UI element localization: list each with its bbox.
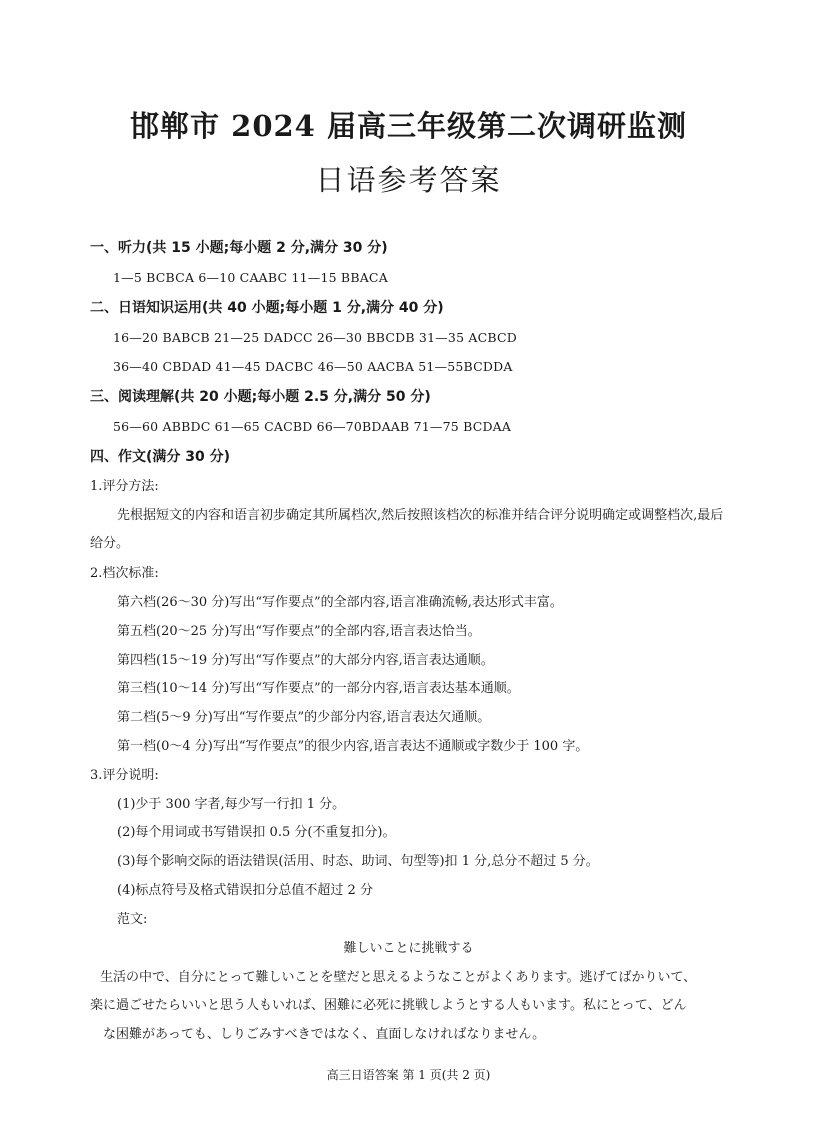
grade-level-4: 第四档(15～19 分)写出“写作要点”的大部分内容,语言表达通顺。 bbox=[117, 653, 494, 668]
section-listening-heading: 一、听力(共 15 小题;每小题 2 分,满分 30 分) bbox=[90, 240, 388, 256]
knowledge-answers-row-1: 16—20 BABCB 21—25 DADCC 26—30 BBCDB 31—35 ACBCD bbox=[113, 330, 518, 345]
scoring-note-2: (2)每个用词或书写错误扣 0.5 分(不重复扣分)。 bbox=[117, 825, 396, 840]
listening-answers: 1—5 BCBCA 6—10 CAABC 11—15 BBACA bbox=[113, 270, 388, 285]
sample-essay-line-3: な困難があっても、しりごみすべきではなく、直面しなければなりません。 bbox=[103, 1027, 546, 1042]
document-title: 邯郸市 2024 届高三年级第二次调研监测 bbox=[130, 109, 687, 143]
scoring-method-text: 先根据短文的内容和语言初步确定其所属档次,然后按照该档次的标准并结合评分说明确定或调整档次,最后给分。 bbox=[90, 508, 724, 551]
grade-level-6: 第六档(26～30 分)写出“写作要点”的全部内容,语言准确流畅,表达形式丰富。 bbox=[117, 595, 563, 610]
grade-level-3: 第三档(10～14 分)写出“写作要点”的一部分内容,语言表达基本通顺。 bbox=[117, 681, 520, 696]
sample-essay-line-1: 生活の中で、自分にとって難しいことを壁だと思えるようなことがよくあります。逃げてばかりいて、 bbox=[100, 970, 697, 985]
section-writing-heading: 四、作文(满分 30 分) bbox=[90, 449, 231, 465]
scoring-note-1: (1)少于 300 字者,每少写一行扣 1 分。 bbox=[117, 797, 346, 812]
grade-level-5: 第五档(20～25 分)写出“写作要点”的全部内容,语言表达恰当。 bbox=[117, 624, 481, 639]
scoring-note-3: (3)每个影响交际的语法错误(活用、时态、助词、句型等)扣 1 分,总分不超过 5 分。 bbox=[117, 854, 599, 869]
scoring-note-4: (4)标点符号及格式错误扣分总值不超过 2 分 bbox=[117, 883, 373, 898]
scoring-method-title: 1.评分方法: bbox=[90, 479, 159, 494]
sample-essay-title: 難しいことに挑戦する bbox=[343, 941, 474, 956]
scoring-notes-title: 3.评分说明: bbox=[90, 768, 159, 783]
grade-level-1: 第一档(0～4 分)写出“写作要点”的很少内容,语言表达不通顺或字数少于 100 字。 bbox=[117, 739, 589, 754]
grade-level-2: 第二档(5～9 分)写出“写作要点”的少部分内容,语言表达欠通顺。 bbox=[117, 710, 491, 725]
reading-answers: 56—60 ABBDC 61—65 CACBD 66—70BDAAB 71—75 BCDAA bbox=[113, 419, 512, 434]
document-subtitle: 日语参考答案 bbox=[315, 163, 502, 197]
page-footer: 高三日语答案 第 1 页(共 2 页) bbox=[326, 1068, 491, 1082]
grade-standard-title: 2.档次标准: bbox=[90, 566, 159, 581]
section-knowledge-heading: 二、日语知识运用(共 40 小题;每小题 1 分,满分 40 分) bbox=[90, 300, 444, 316]
sample-essay-label: 范文: bbox=[117, 912, 148, 927]
section-reading-heading: 三、阅读理解(共 20 小题;每小题 2.5 分,满分 50 分) bbox=[90, 389, 431, 405]
knowledge-answers-row-2: 36—40 CBDAD 41—45 DACBC 46—50 AACBA 51—55BCDDA bbox=[113, 359, 513, 374]
sample-essay-line-2: 楽に過ごせたらいいと思う人もいれば、困難に必死に挑戦しようとする人もいます。私にとって、どん bbox=[90, 998, 687, 1013]
